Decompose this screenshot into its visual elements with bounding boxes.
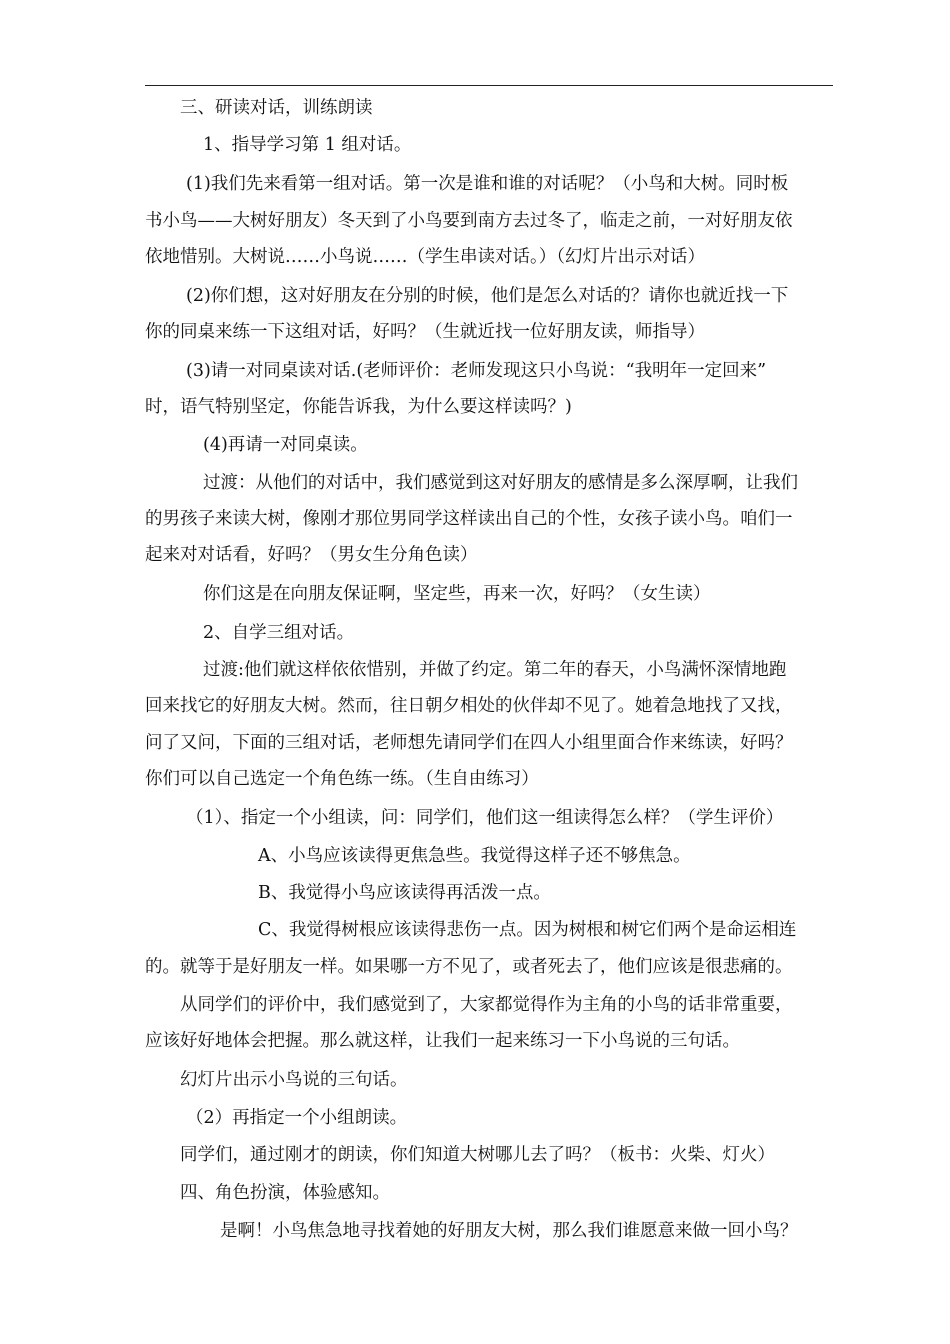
list-item-a: A、小鸟应该读得更焦急些。我觉得这样子还不够焦急。 bbox=[258, 846, 691, 866]
paragraph-line: 幻灯片出示小鸟说的三句话。 bbox=[180, 1070, 408, 1090]
paragraph-line: 的。就等于是好朋友一样。如果哪一方不见了，或者死去了，他们应该是很悲痛的。 bbox=[145, 957, 793, 977]
subheading-1: 1、指导学习第 1 组对话。 bbox=[203, 135, 412, 155]
paragraph-line: 的男孩子来读大树，像刚才那位男同学这样读出自己的个性，女孩子读小鸟。咱们一 bbox=[145, 509, 793, 529]
paragraph-line: 过渡:他们就这样依依惜别，并做了约定。第二年的春天，小鸟满怀深情地跑 bbox=[203, 660, 787, 680]
paragraph-line: （2）再指定一个小组朗读。 bbox=[186, 1108, 408, 1128]
section-heading-4: 四、角色扮演，体验感知。 bbox=[180, 1183, 390, 1203]
paragraph-line: 依地惜别。大树说……小鸟说……（学生串读对话。）（幻灯片出示对话） bbox=[145, 247, 705, 267]
paragraph-line: 过渡：从他们的对话中，我们感觉到这对好朋友的感情是多么深厚啊，让我们 bbox=[203, 473, 798, 493]
paragraph-line: 应该好好地体会把握。那么就这样，让我们一起来练习一下小鸟说的三句话。 bbox=[145, 1031, 740, 1051]
paragraph-line: (2)你们想，这对好朋友在分别的时候，他们是怎么对话的？请你也就近找一下 bbox=[186, 286, 789, 306]
paragraph-line: （1）、指定一个小组读，问：同学们，他们这一组读得怎么样？（学生评价） bbox=[186, 808, 784, 828]
paragraph-line: 你的同桌来练一下这组对话，好吗？（生就近找一位好朋友读，师指导） bbox=[145, 322, 705, 342]
paragraph-line: 你们可以自己选定一个角色练一练。（生自由练习） bbox=[145, 769, 539, 789]
list-item-c: C、我觉得树根应该读得悲伤一点。因为树根和树它们两个是命运相连 bbox=[258, 920, 797, 940]
paragraph-line: 是啊！小鸟焦急地寻找着她的好朋友大树，那么我们谁愿意来做一回小鸟？ bbox=[220, 1221, 798, 1241]
paragraph-line: (1)我们先来看第一组对话。第一次是谁和谁的对话呢？（小鸟和大树。同时板 bbox=[186, 174, 789, 194]
list-item-b: B、我觉得小鸟应该读得再活泼一点。 bbox=[258, 883, 551, 903]
header-rule bbox=[145, 85, 833, 86]
paragraph-line: 从同学们的评价中，我们感觉到了，大家都觉得作为主角的小鸟的话非常重要， bbox=[180, 995, 793, 1015]
paragraph-line: 问了又问，下面的三组对话，老师想先请同学们在四人小组里面合作来练读，好吗？ bbox=[145, 733, 793, 753]
section-heading-3: 三、研读对话，训练朗读 bbox=[180, 98, 373, 118]
subheading-2: 2、自学三组对话。 bbox=[203, 623, 355, 643]
paragraph-line: 同学们，通过刚才的朗读，你们知道大树哪儿去了吗？（板书：火柴、灯火） bbox=[180, 1145, 775, 1165]
paragraph-line: 时，语气特别坚定，你能告诉我，为什么要这样读吗？) bbox=[145, 397, 572, 417]
paragraph-line: (3)请一对同桌读对话.(老师评价：老师发现这只小鸟说：“我明年一定回来” bbox=[186, 361, 767, 381]
paragraph-line: 书小鸟——大树好朋友）冬天到了小鸟要到南方去过冬了，临走之前，一对好朋友依 bbox=[145, 211, 793, 231]
paragraph-line: 起来对对话看，好吗？（男女生分角色读） bbox=[145, 545, 478, 565]
paragraph-line: 你们这是在向朋友保证啊，坚定些，再来一次，好吗？（女生读） bbox=[203, 584, 711, 604]
paragraph-line: (4)再请一对同桌读。 bbox=[203, 435, 368, 455]
paragraph-line: 回来找它的好朋友大树。然而，往日朝夕相处的伙伴却不见了。她着急地找了又找， bbox=[145, 696, 793, 716]
